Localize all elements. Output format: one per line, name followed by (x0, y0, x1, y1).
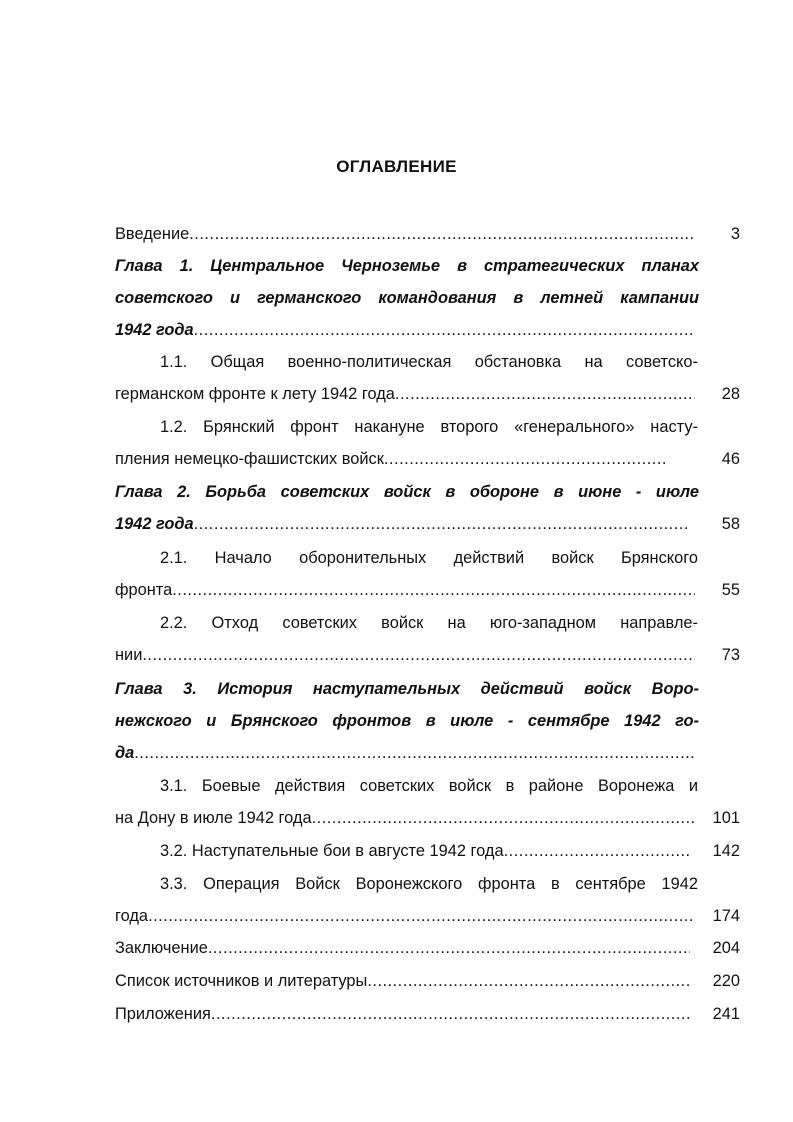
leader-dots (211, 998, 690, 1030)
toc-page-number: 55 (721, 581, 740, 599)
section-text: пления немецко-фашистских войск (115, 450, 384, 468)
toc-page-number: 220 (712, 972, 740, 990)
section-2-1-line-1: 2.1. Начало оборонительных действий войск Брянского (160, 549, 698, 567)
leader-dots (384, 443, 665, 475)
leader-dots (142, 639, 695, 671)
section-text: нии (115, 646, 143, 664)
section-2-1-line-2 (115, 574, 695, 606)
toc-page-number: 142 (712, 842, 740, 860)
leader-dots (208, 932, 690, 964)
section-3-3-line-1: 3.3. Операция Войск Воронежского фронта в сентябре 1942 (160, 875, 698, 893)
chapter-3-line-2: нежского и Брянского фронтов в июле - сентябре 1942 го- (115, 712, 699, 730)
toc-page-number: 174 (712, 907, 740, 925)
chapter-1-text: 1942 года (115, 321, 194, 339)
chapter-2-text: 1942 года (115, 515, 194, 533)
toc-page-number: 58 (721, 515, 740, 533)
chapter-1-line-1: Глава 1. Центральное Черноземье в стратегических планах (115, 257, 699, 275)
leader-dots (189, 218, 695, 250)
toc-page-number: 204 (712, 939, 740, 957)
section-text: фронта (115, 581, 173, 599)
section-1-2-line-1: 1.2. Брянский фронт накануне второго «генерального» насту- (160, 418, 698, 436)
leader-dots (504, 835, 690, 867)
leader-dots (134, 737, 695, 769)
section-1-1-line-2 (115, 378, 695, 410)
chapter-3-text: да (115, 744, 135, 762)
toc-entry-intro (115, 218, 695, 250)
toc-entry-text: Приложения (115, 1005, 211, 1023)
leader-dots (194, 314, 695, 346)
leader-dots (395, 378, 695, 410)
leader-dots (194, 508, 689, 540)
leader-dots (312, 802, 695, 834)
section-text: 3.2. Наступательные бои в августе 1942 года (160, 842, 504, 860)
toc-page-number: 46 (721, 450, 740, 468)
chapter-2-line-2 (115, 508, 689, 540)
toc-entry-text: Заключение (115, 939, 208, 957)
toc-page-number: 28 (721, 385, 740, 403)
toc-entry-appendix (115, 998, 690, 1030)
toc-page-number: 241 (712, 1005, 740, 1023)
leader-dots (172, 574, 695, 606)
toc-entry-text: Введение (115, 225, 190, 243)
leader-dots (367, 965, 690, 997)
toc-entry-conclusion (115, 932, 690, 964)
toc-entry-text: Список источников и литературы (115, 972, 368, 990)
section-text: года (115, 907, 149, 925)
leader-dots (148, 900, 695, 932)
section-text: на Дону в июле 1942 года (115, 809, 312, 827)
chapter-2-line-1: Глава 2. Борьба советских войск в обороне в июне - июле (115, 483, 699, 501)
chapter-1-line-3 (115, 314, 695, 346)
section-2-2-line-1: 2.2. Отход советских войск на юго-западном направле- (160, 614, 698, 632)
page-title: ОГЛАВЛЕНИЕ (336, 157, 457, 176)
section-text: германском фронте к лету 1942 года (115, 385, 395, 403)
section-3-1-line-1: 3.1. Боевые действия советских войск в районе Воронежа и (160, 777, 698, 795)
section-3-1-line-2 (115, 802, 695, 834)
chapter-3-line-3 (115, 737, 695, 769)
section-3-3-line-2 (115, 900, 695, 932)
section-1-2-line-2 (115, 443, 665, 475)
chapter-1-line-2: советского и германского командования в летней кампании (115, 289, 699, 307)
chapter-3-line-1: Глава 3. История наступательных действий войск Воро- (115, 680, 699, 698)
section-2-2-line-2 (115, 639, 695, 671)
toc-page-number: 73 (721, 646, 740, 664)
section-1-1-line-1: 1.1. Общая военно-политическая обстановка на советско- (160, 353, 698, 371)
toc-page-number: 3 (730, 225, 740, 243)
toc-page-number: 101 (712, 809, 740, 827)
toc-entry-sources (115, 965, 690, 997)
section-3-2-line (160, 835, 690, 867)
